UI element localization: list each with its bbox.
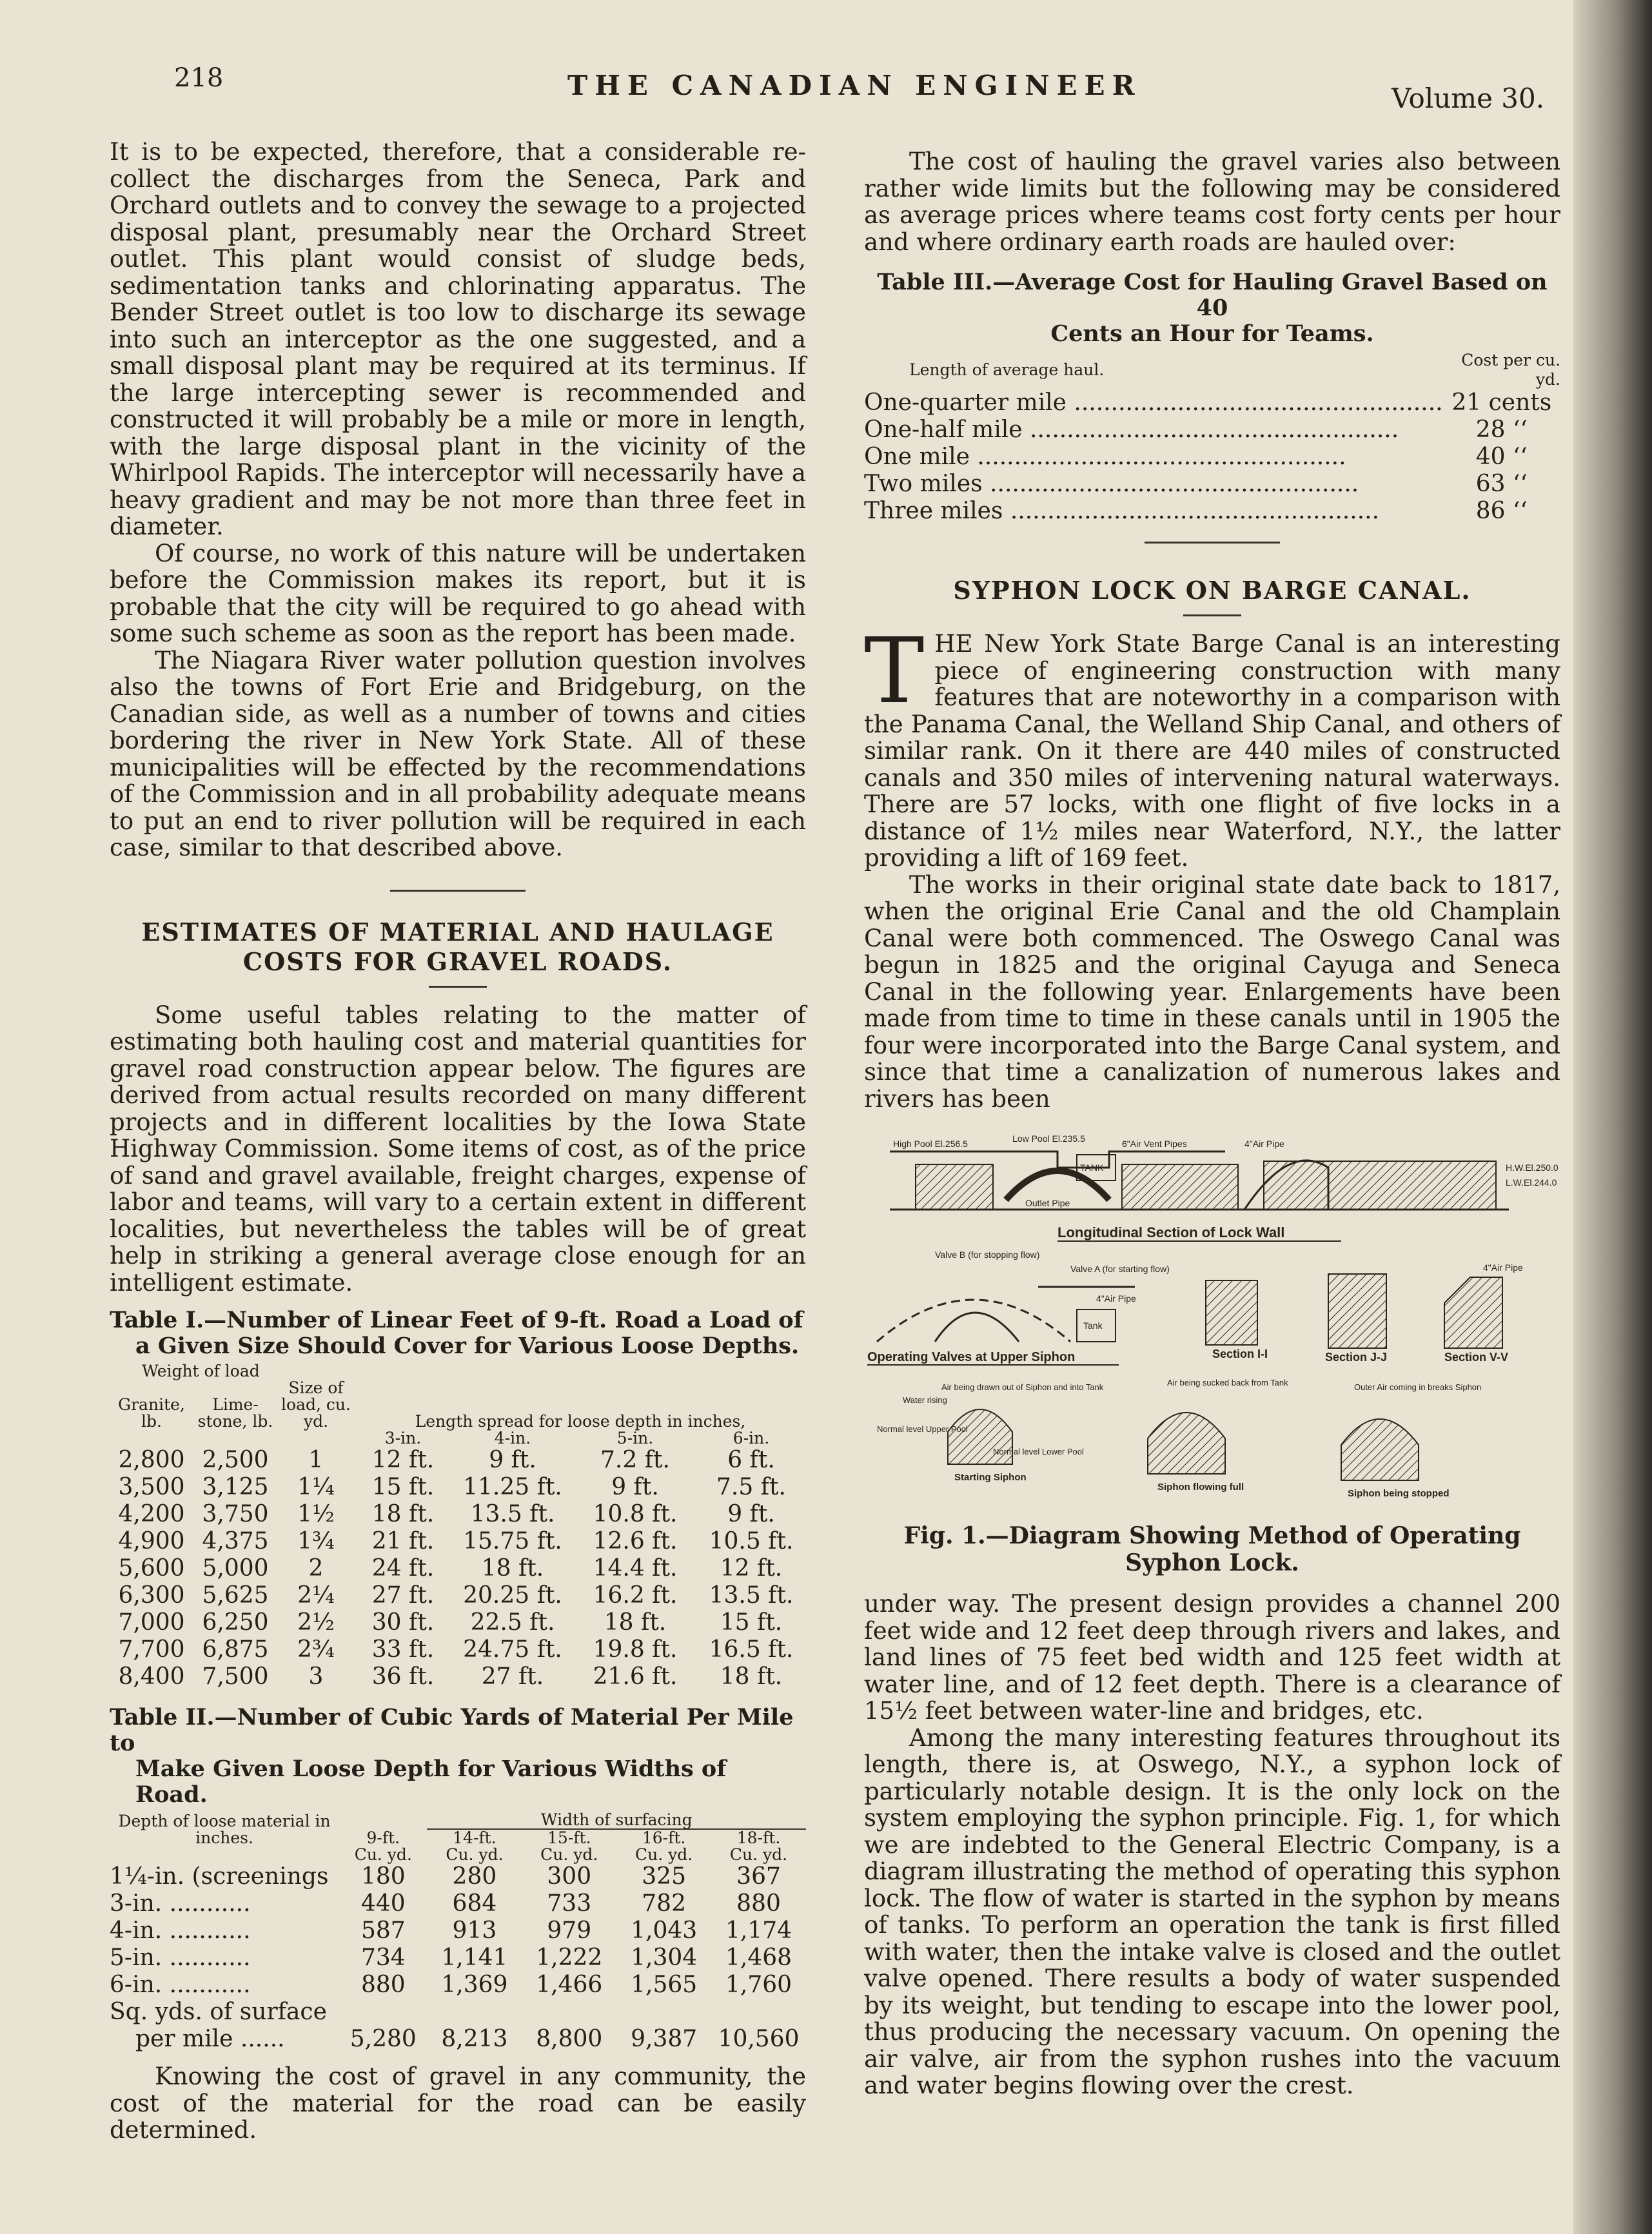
- normal-lower-label: Normal level Lower Pool: [993, 1447, 1084, 1456]
- t1-cell: 9 ft.: [611, 1474, 659, 1500]
- t2-cell: 1,565: [631, 1972, 698, 1998]
- t1-cell: 6,875: [202, 1636, 269, 1663]
- t2-cell: 367: [736, 1863, 781, 1890]
- air-vent-label: 6"Air Vent Pipes: [1122, 1139, 1187, 1149]
- table-3-caption-line-1: Table III.—Average Cost for Hauling Gravel Based on 40: [877, 269, 1548, 321]
- table-row: [864, 498, 1560, 525]
- syphon-paragraph-2: The works in their original state date back to 1817, when the original Erie Canal and the old Champlain Canal were both commenced. The Oswego Canal was begun in 1825 and the original Cayuga and Seneca Canal in the following year. Enlargements have been made from time to time in these canals until in 1905 the four were incorporated into the Barge Canal system, and since that time a canalization of numerous lakes and rivers has been: [864, 870, 1560, 1113]
- table-3-caption: [864, 269, 1560, 347]
- t1-cell: 2¼: [297, 1582, 335, 1609]
- syphon-paragraph-1-text: HE New York State Barge Canal is an interesting piece of engineering construction with many features that are noteworthy in a comparison with the Panama Canal, the Welland Ship Canal, and others of similar rank. On it there are 440 miles of constructed canals and 350 miles of intervening natural waterways. There are 57 locks, with one flight of five locks in a distance of 1½ miles near Waterford, N.Y., the latter providing a lift of 169 feet.: [864, 630, 1560, 872]
- t1-cell: 27 ft.: [371, 1582, 435, 1609]
- table-row: [110, 1474, 806, 1501]
- gravel-heading-line-1: ESTIMATES OF MATERIAL AND HAULAGE: [141, 917, 774, 946]
- t2-cell: 300: [547, 1863, 592, 1890]
- t1-cell: 13.5 ft.: [470, 1501, 555, 1527]
- t1-cell: 1¾: [297, 1528, 335, 1554]
- small-tank-label: Tank: [1083, 1320, 1103, 1331]
- syphon-paragraph-4: Among the many interesting features throughout its length, there is, at Oswego, N.Y., a syphon lock of particularly notable design. It is the only lock on the system employing the syphon principle. Fig. 1, for which we are indebted to the General Electric Company, is a diagram illustrating the method of operating this syphon lock. The flow of water is started in the syphon by means of tanks. To perform an operation the tank is first filled with water, then the intake valve is closed and the outlet valve opened. There results a body of water suspended by its weight, but tending to escape into the lower pool, thus producing the necessary vacuum. On opening the air valve, air from the syphon rushes into the vacuum and water begins flowing over the crest.: [864, 1723, 1560, 2099]
- siphon-flowing-label: Siphon flowing full: [1157, 1482, 1244, 1493]
- t2-cell: 1,174: [725, 1917, 792, 1944]
- table-1-caption: [110, 1308, 806, 1359]
- table-row: [864, 351, 1560, 389]
- t2-cell: 733: [547, 1890, 592, 1917]
- t1-cell: 5,000: [202, 1555, 269, 1582]
- t1-header-size: Size of load, cu. yd.: [281, 1378, 351, 1431]
- t1-cell: 15.75 ft.: [463, 1528, 562, 1554]
- table-2-caption-line-1: Table II.—Number of Cubic Yards of Material Per Mile to: [110, 1704, 794, 1756]
- t2-cell: 880: [360, 1972, 406, 1998]
- hw-el-label: H.W.El.250.0: [1506, 1162, 1559, 1173]
- t2-cell: 8,800: [536, 2026, 603, 2052]
- t1-cell: 4,200: [118, 1501, 185, 1527]
- gravel-article-heading: [110, 917, 806, 977]
- table-row: [110, 1582, 806, 1609]
- table-2: [110, 1812, 806, 2053]
- t1-cell: 18 ft.: [604, 1609, 667, 1636]
- table-row: [110, 1917, 806, 1945]
- t2-unit: Cu. yd.: [446, 1845, 504, 1864]
- t1-cell: 9 ft.: [489, 1447, 536, 1473]
- t2-depth-header: Depth of loose material in inches.: [118, 1812, 331, 1847]
- section-air-pipe-label: 4"Air Pipe: [1483, 1262, 1523, 1273]
- table-2-caption: [110, 1705, 806, 1808]
- t2-cell: 684: [452, 1890, 497, 1917]
- t1-depth-5in: 5-in.: [616, 1429, 654, 1447]
- t3-row-label: One-quarter mile ..................................................: [864, 389, 1443, 416]
- low-pool-label: Low Pool El.235.5: [1012, 1133, 1085, 1144]
- table-row: [864, 471, 1560, 498]
- tank-label: TANK: [1080, 1162, 1104, 1173]
- t1-cell: 4,900: [118, 1528, 185, 1554]
- t2-cell: 1,760: [725, 1972, 792, 1998]
- t2-row-label: 5-in. ...........: [110, 1945, 251, 1971]
- t1-cell: 19.8 ft.: [593, 1636, 678, 1663]
- gravel-heading-line-2: COSTS FOR GRAVEL ROADS.: [242, 946, 673, 976]
- table-row: [110, 1972, 806, 1999]
- t1-cell: 3,500: [118, 1474, 185, 1500]
- t2-cell: 1,466: [536, 1972, 603, 1998]
- syphon-paragraph-3: under way. The present design provides a channel 200 feet wide and 12 feet deep through rivers and lakes, and land lines of 75 feet bed width and 125 feet width at water line, and of 12 feet depth. There is a clearance of 15½ feet between water-line and bridges, etc.: [864, 1590, 1560, 1725]
- outer-air-label: Outer Air coming in breaks Siphon: [1354, 1382, 1482, 1392]
- t3-row-label: One mile ..................................................: [864, 444, 1346, 470]
- siphon-stopped-label: Siphon being stopped: [1348, 1488, 1450, 1499]
- t1-cell: 2: [308, 1555, 324, 1582]
- longitudinal-section: [890, 1133, 1559, 1241]
- t3-label-text: One-quarter mile: [864, 389, 1067, 416]
- t1-cell: 14.4 ft.: [593, 1555, 678, 1582]
- heading-divider: [429, 986, 487, 988]
- table-row: [110, 1999, 806, 2026]
- table-row: [864, 389, 1560, 416]
- t1-cell: 12 ft.: [371, 1447, 435, 1473]
- longitudinal-caption: Longitudinal Section of Lock Wall: [1057, 1224, 1285, 1240]
- t1-header-length: Length spread for loose depth in inches,: [415, 1412, 746, 1431]
- t3-label-text: One mile: [864, 444, 970, 470]
- sewage-paragraph-2: Of course, no work of this nature will be undertaken before the Commission makes its report, but it is probable that the city will be required to go ahead with some such scheme as soon as the report has been made.: [110, 539, 806, 647]
- gravel-closing-paragraph: Knowing the cost of gravel in any community, the cost of the material for the road can be easily determined.: [110, 2063, 806, 2144]
- starting-siphon-label: Starting Siphon: [954, 1472, 1027, 1483]
- t2-cell: 440: [360, 1890, 406, 1917]
- t1-cell: 16.5 ft.: [709, 1636, 794, 1663]
- t2-cell: 782: [642, 1890, 686, 1917]
- table-row: [110, 1890, 806, 1917]
- t1-cell: 24.75 ft.: [463, 1636, 562, 1663]
- t1-depth-3in: 3-in.: [384, 1429, 422, 1447]
- t1-cell: 1½: [297, 1501, 335, 1527]
- t1-cell: 1¼: [297, 1474, 335, 1500]
- t1-cell: 30 ft.: [371, 1609, 435, 1636]
- t2-cell: 1,369: [441, 1972, 508, 1998]
- t1-cell: 22.5 ft.: [470, 1609, 555, 1636]
- t2-unit: Cu. yd.: [540, 1845, 598, 1864]
- t1-cell: 7,000: [118, 1609, 185, 1636]
- syphon-lock-figure: [864, 1129, 1560, 1576]
- t1-cell: 18 ft.: [371, 1501, 435, 1527]
- t2-cell: 10,560: [718, 2026, 800, 2052]
- t1-cell: 27 ft.: [481, 1663, 544, 1690]
- t1-cell: 15 ft.: [371, 1474, 435, 1500]
- t2-cell: 979: [547, 1917, 592, 1944]
- t2-unit: Cu. yd.: [635, 1845, 693, 1864]
- section-divider: [1145, 542, 1280, 544]
- t2-row-label: 6-in. ...........: [110, 1972, 251, 1998]
- t1-cell: 33 ft.: [371, 1636, 435, 1663]
- figure-caption: [864, 1522, 1560, 1576]
- small-air-pipe-label: 4"Air Pipe: [1096, 1293, 1136, 1304]
- table-1-caption-line-2: a Given Size Should Cover for Various Loose Depths.: [135, 1333, 800, 1359]
- section-jj-label: Section J-J: [1325, 1351, 1388, 1364]
- t1-header-granite: Granite, lb.: [118, 1395, 185, 1431]
- table-3: [864, 351, 1560, 525]
- valve-a-label: Valve A (for starting flow): [1070, 1264, 1170, 1274]
- t1-cell: 3: [308, 1663, 324, 1690]
- hauling-paragraph: The cost of hauling the gravel varies also between rather wide limits but the following may be considered as average prices where teams cost forty cents per hour and where ordinary earth roads are hauled over:: [864, 148, 1560, 256]
- t1-cell: 6,250: [202, 1609, 269, 1636]
- siphon-stages: [877, 1378, 1481, 1499]
- section-divider: [390, 890, 526, 892]
- t1-cell: 7,500: [202, 1663, 269, 1690]
- t2-per-mile-label: per mile ......: [135, 2026, 285, 2052]
- t1-depth-4in: 4-in.: [494, 1429, 531, 1447]
- t1-cell: 2¾: [297, 1636, 335, 1663]
- operating-valves-caption: Operating Valves at Upper Siphon: [867, 1350, 1076, 1364]
- syphon-paragraph-1: [864, 619, 1560, 872]
- t1-cell: 2,500: [202, 1447, 269, 1473]
- t1-cell: 7.5 ft.: [716, 1474, 786, 1500]
- t1-cell: 3,125: [202, 1474, 269, 1500]
- t1-cell: 10.5 ft.: [709, 1528, 794, 1554]
- t3-row-label: One-half mile ..................................................: [864, 416, 1399, 443]
- figure-caption-line-2: Syphon Lock.: [1125, 1549, 1299, 1576]
- t1-cell: 6,300: [118, 1582, 185, 1609]
- syphon-article-heading: SYPHON LOCK ON BARGE CANAL.: [953, 576, 1471, 605]
- t1-cell: 18 ft.: [481, 1555, 544, 1582]
- drop-cap: T: [864, 619, 925, 724]
- t2-width-15ft: 15-ft.: [547, 1828, 591, 1847]
- t3-label-text: One-half mile: [864, 416, 1023, 443]
- table-row: [110, 2026, 806, 2053]
- figure-caption-line-1: Fig. 1.—Diagram Showing Method of Operating: [903, 1522, 1521, 1549]
- high-pool-label: High Pool El.256.5: [893, 1139, 968, 1149]
- t3-cost: 63 ‘‘: [1475, 471, 1528, 497]
- t2-row-label: 4-in. ...........: [110, 1917, 251, 1944]
- t1-cell: 21 ft.: [371, 1528, 435, 1554]
- t3-label-text: Two miles: [864, 471, 983, 497]
- table-1-weight-label: Weight of load: [142, 1362, 260, 1380]
- table-row: [110, 1663, 806, 1690]
- t1-cell: 15 ft.: [720, 1609, 783, 1636]
- table-row: [110, 1555, 806, 1582]
- table-3-caption-line-2: Cents an Hour for Teams.: [1050, 320, 1374, 347]
- section-vv-label: Section V-V: [1444, 1351, 1509, 1364]
- table-row: [864, 416, 1560, 444]
- table-1: [110, 1380, 806, 1690]
- t1-cell: 5,600: [118, 1555, 185, 1582]
- t3-cost: 86 ‘‘: [1475, 498, 1528, 524]
- t1-cell: 7,700: [118, 1636, 185, 1663]
- air-drawn-label: Air being drawn out of Siphon and into Tank: [941, 1382, 1104, 1392]
- table-row: [110, 1501, 806, 1528]
- sewage-paragraph-3: The Niagara River water pollution question involves also the towns of Fort Erie and Bridgeburg, on the Canadian side, as well as a number of towns and cities bordering the river in New York State. All of these municipalities will be effected by the recommendations of the Commission and in all probability adequate means to put an end to river pollution will be required in each case, similar to that described above.: [110, 646, 806, 861]
- t2-cell: 5,280: [349, 2026, 417, 2052]
- t2-cell: 8,213: [441, 2026, 508, 2052]
- t1-cell: 21.6 ft.: [593, 1663, 678, 1690]
- t2-cell: 9,387: [631, 2026, 698, 2052]
- t3-row-label: Two miles ..................................................: [864, 471, 1359, 497]
- t2-row-label: 1¼-in. (screenings: [110, 1863, 329, 1890]
- t1-cell: 2½: [297, 1609, 335, 1636]
- normal-upper-label: Normal level Upper Pool: [877, 1424, 968, 1434]
- lw-el-label: L.W.El.244.0: [1506, 1177, 1557, 1188]
- cross-sections: [1206, 1262, 1523, 1364]
- operating-valves: [867, 1249, 1170, 1365]
- water-rising-label: Water rising: [903, 1395, 947, 1405]
- air-sucked-label: Air being sucked back from Tank: [1167, 1378, 1288, 1387]
- left-column: [110, 139, 806, 2144]
- t1-header-limestone: Lime-stone, lb.: [197, 1395, 273, 1431]
- right-column: [864, 148, 1560, 2099]
- t3-cost: 40 ‘‘: [1475, 444, 1528, 470]
- sewage-paragraph-1: It is to be expected, therefore, that a considerable re-collect the discharges from the Seneca, Park and Orchard outlets and to convey the sewage to a projected disposal plant, presumably near the Orchard Street outlet. This plant would consist of sludge beds, sedimentation tanks and chlorinating apparatus. The Bender Street outlet is too low to discharge its sewage into such an interceptor as the one suggested, and a small disposal plant may be required at its terminus. If the large intercepting sewer is recommended and constructed it will probably be a mile or more in length, with the large disposal plant in the vicinity of the Whirlpool Rapids. The interceptor will necessarily have a heavy gradient and may be not more than three feet in diameter.: [110, 138, 806, 540]
- t3-cost: 28 ‘‘: [1475, 416, 1528, 443]
- outlet-pipe-label: Outlet Pipe: [1025, 1198, 1070, 1208]
- t1-cell: 16.2 ft.: [593, 1582, 678, 1609]
- t2-cell: 1,468: [725, 1945, 792, 1971]
- journal-title: THE CANADIAN ENGINEER: [567, 70, 1142, 101]
- t2-cell: 180: [360, 1863, 406, 1890]
- t1-cell: 1: [308, 1447, 324, 1473]
- heading-divider: [1183, 614, 1241, 616]
- t3-row-label: Three miles ..................................................: [864, 498, 1380, 524]
- t1-cell: 4,375: [202, 1528, 269, 1554]
- t3-header-cost: Cost per cu. yd.: [1461, 351, 1560, 389]
- volume-label: Volume 30.: [1391, 83, 1545, 114]
- t2-width-16ft: 16-ft.: [642, 1828, 686, 1847]
- t1-cell: 11.25 ft.: [463, 1474, 562, 1500]
- table-row: [110, 1945, 806, 1972]
- table-1-caption-line-1: Table I.—Number of Linear Feet of 9-ft. Road a Load of: [110, 1307, 803, 1333]
- t2-cell: 325: [642, 1863, 686, 1890]
- t1-cell: 24 ft.: [371, 1555, 435, 1582]
- table-2-caption-line-2: Make Given Loose Depth for Various Widths of Road.: [135, 1756, 727, 1808]
- valve-b-label: Valve B (for stopping flow): [935, 1249, 1040, 1260]
- t1-cell: 2,800: [118, 1447, 185, 1473]
- t2-cell: 280: [452, 1863, 497, 1890]
- table-row: [864, 444, 1560, 471]
- air-pipe-label: 4"Air Pipe: [1244, 1139, 1284, 1149]
- t1-cell: 8,400: [118, 1663, 185, 1690]
- t2-sq-yds-label: Sq. yds. of surface: [110, 1999, 327, 2025]
- t2-row-label: 3-in. ...........: [110, 1890, 251, 1917]
- t2-cell: 587: [360, 1917, 406, 1944]
- t1-cell: 6 ft.: [727, 1447, 775, 1473]
- t1-body: [110, 1447, 806, 1690]
- t1-depth-6in: 6-in.: [733, 1429, 770, 1447]
- t3-header-length: Length of average haul.: [909, 360, 1105, 379]
- t2-cell: 880: [736, 1890, 781, 1917]
- gravel-intro-paragraph: Some useful tables relating to the matter of estimating both hauling cost and material quantities for gravel road construction appear below. The figures are derived from actual results recorded on many different projects and in different localities by the Iowa State Highway Commission. Some items of cost, as of the price of sand and gravel available, freight charges, expense of labor and teams, will vary to a certain extent in different localities, but nevertheless the tables will be of great help in striking a general average close enough for an intelligent estimate.: [110, 1001, 806, 1297]
- table-row: [110, 1609, 806, 1636]
- t2-cell: 913: [452, 1917, 497, 1944]
- t2-width-header: Width of surfacing: [427, 1812, 806, 1829]
- t1-cell: 12 ft.: [720, 1555, 783, 1582]
- t1-cell: 20.25 ft.: [463, 1582, 562, 1609]
- book-spine-shadow: [1573, 0, 1652, 2234]
- t3-cost: 21 cents: [1451, 389, 1552, 416]
- t1-cell: 9 ft.: [727, 1501, 775, 1527]
- table-row: [110, 1528, 806, 1555]
- t1-cell: 5,625: [202, 1582, 269, 1609]
- t2-unit: Cu. yd.: [354, 1845, 412, 1864]
- page-number: 218: [174, 63, 224, 93]
- t2-width-9ft: 9-ft.: [366, 1828, 400, 1847]
- table-row: [110, 1447, 806, 1474]
- t2-cell: 1,304: [631, 1945, 698, 1971]
- t1-cell: 13.5 ft.: [709, 1582, 794, 1609]
- t2-cell: 1,043: [631, 1917, 698, 1944]
- table-row: [110, 1636, 806, 1663]
- t2-cell: 1,222: [536, 1945, 603, 1971]
- t1-cell: 3,750: [202, 1501, 269, 1527]
- table-row: [110, 1863, 806, 1890]
- t1-cell: 7.2 ft.: [600, 1447, 670, 1473]
- t1-cell: 36 ft.: [371, 1663, 435, 1690]
- syphon-diagram: [864, 1129, 1560, 1516]
- t2-unit: Cu. yd.: [729, 1845, 788, 1864]
- section-ii-label: Section I-I: [1212, 1347, 1268, 1360]
- t2-width-14ft: 14-ft.: [453, 1828, 497, 1847]
- t1-cell: 12.6 ft.: [593, 1528, 678, 1554]
- t1-cell: 10.8 ft.: [593, 1501, 678, 1527]
- t2-cell: 734: [360, 1945, 406, 1971]
- t3-label-text: Three miles: [864, 498, 1003, 524]
- t2-cell: 1,141: [441, 1945, 508, 1971]
- t1-cell: 18 ft.: [720, 1663, 783, 1690]
- t2-width-18ft: 18-ft.: [736, 1828, 781, 1847]
